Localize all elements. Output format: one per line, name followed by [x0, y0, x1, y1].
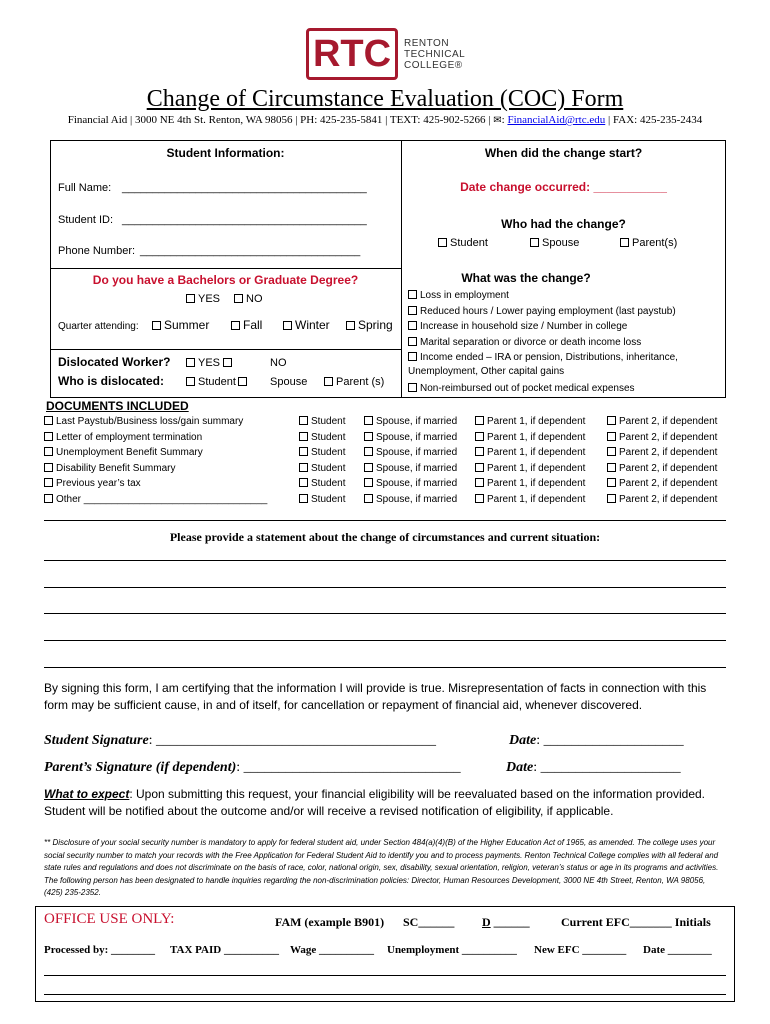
doc-student-checkbox[interactable] [299, 463, 308, 472]
office-efc[interactable]: Current EFC_______ Initials [561, 915, 711, 929]
who-parent-checkbox[interactable] [324, 377, 333, 386]
logo-line-2: TECHNICAL [404, 49, 466, 60]
change-item-checkbox[interactable] [408, 337, 417, 346]
doc-parent1-checkbox[interactable] [475, 416, 484, 425]
doc-student-checkbox[interactable] [299, 416, 308, 425]
doc-parent1-label: Parent 1, if dependent [487, 478, 586, 490]
fall-label: Fall [243, 318, 263, 332]
doc-student-label: Student [311, 416, 346, 427]
full-name-field[interactable]: ________________________________________ [122, 182, 367, 194]
parent-signature[interactable] [44, 760, 461, 776]
doc-parent1[interactable] [475, 463, 585, 474]
change-item-label: Reduced hours / Lower paying employment (last paystub) [420, 306, 676, 317]
what-to-expect-text: : Upon submitting this request, your financial eligibility will be reevaluated based on the information provided. Student will be notified about the outcome and/or will receive a revised notification of eligibility, if applicable. [44, 787, 705, 818]
student-date-label: Date [509, 733, 537, 748]
student-id-label: Student ID: [58, 214, 114, 226]
logo-line-1: RENTON [404, 38, 450, 49]
top-table-divider [401, 140, 402, 398]
form-title: Change of Circumstance Evaluation (COC) Form [146, 86, 624, 112]
office-note-line[interactable] [44, 975, 726, 976]
change-item-checkbox[interactable] [408, 383, 417, 392]
statement-prompt: Please provide a statement about the change of circumstances and current situation: [169, 530, 601, 544]
contact-suffix: | FAX: 425-235-2434 [605, 114, 703, 126]
doc-parent1[interactable] [475, 432, 585, 443]
doc-spouse[interactable] [364, 416, 457, 427]
doc-spouse-label: Spouse, if married [376, 416, 458, 427]
student-info-heading: Student Information: [166, 146, 285, 160]
left-col-rule-2 [50, 349, 401, 350]
office-sc[interactable]: SC______ [403, 915, 455, 929]
doc-spouse[interactable] [364, 494, 457, 505]
doc-student-label: Student [311, 447, 346, 459]
doc-parent2-checkbox[interactable] [607, 463, 616, 472]
who-student-checkbox[interactable] [186, 377, 195, 386]
doc-student-checkbox[interactable] [299, 494, 308, 503]
change-item[interactable] [408, 352, 678, 363]
doc-spouse-checkbox[interactable] [364, 416, 373, 425]
who-parent-label: Parent (s) [336, 376, 385, 388]
doc-spouse[interactable] [364, 478, 457, 489]
doc-spouse[interactable] [364, 463, 457, 474]
office-date[interactable]: Date ________ [643, 944, 712, 956]
change-spouse-checkbox[interactable] [530, 238, 539, 247]
summer-label: Summer [164, 318, 210, 332]
office-fam: FAM (example B901) [275, 915, 385, 929]
doc-parent2-label: Parent 2, if dependent [619, 431, 718, 443]
doc-parent1-checkbox[interactable] [475, 494, 484, 503]
change-student-checkbox[interactable] [438, 238, 447, 247]
doc-checkbox[interactable] [44, 432, 53, 441]
quarter-summer[interactable] [152, 318, 209, 332]
office-tax-paid[interactable]: TAX PAID __________ [170, 944, 279, 956]
dislocated-no-label: NO [270, 357, 287, 369]
document-row [44, 447, 734, 462]
doc-parent2[interactable] [607, 416, 717, 427]
doc-parent2-label: Parent 2, if dependent [619, 478, 718, 490]
doc-parent1-checkbox[interactable] [475, 447, 484, 456]
doc-type[interactable] [44, 494, 267, 505]
who-parent[interactable] [324, 376, 384, 388]
doc-student-checkbox[interactable] [299, 432, 308, 441]
change-item-checkbox[interactable] [408, 306, 417, 315]
doc-student-label: Student [311, 462, 346, 474]
doc-parent1-label: Parent 1, if dependent [487, 431, 586, 443]
quarter-label: Quarter attending: [58, 321, 139, 332]
what-to-expect-label: What to expect [44, 787, 130, 801]
parent-signature-line[interactable]: : _______________________________ [236, 760, 461, 775]
spring-checkbox[interactable] [346, 321, 355, 330]
dislocated-label: Dislocated Worker? [58, 355, 171, 369]
document-row [44, 494, 734, 509]
change-student-label: Student [450, 237, 488, 249]
doc-spouse-label: Spouse, if married [376, 447, 458, 459]
doc-parent2-checkbox[interactable] [607, 478, 616, 487]
parent-signature-label: Parent’s Signature (if dependent) [44, 760, 237, 775]
student-signature[interactable] [44, 733, 436, 749]
doc-spouse[interactable] [364, 447, 457, 458]
change-item-label: Non-reimbursed out of pocket medical expenses [420, 383, 635, 394]
document-row [44, 432, 734, 447]
doc-student[interactable] [299, 478, 345, 489]
contact-text: Financial Aid | 3000 NE 4th St. Renton, WA 98056 | PH: 425-235-5841 | TEXT: 425-902-5266 | [67, 114, 494, 126]
doc-spouse-checkbox[interactable] [364, 447, 373, 456]
student-date[interactable] [509, 733, 684, 749]
doc-type[interactable] [44, 432, 202, 443]
statement-line[interactable] [44, 560, 726, 561]
document-row [44, 416, 734, 431]
doc-parent1[interactable] [475, 447, 585, 458]
email-icon: ✉ [493, 115, 502, 126]
doc-label: Letter of employment termination [56, 431, 203, 443]
spring-label: Spring [358, 318, 393, 332]
change-item-label: Increase in household size / Number in college [420, 321, 628, 332]
degree-no-label: NO [246, 293, 263, 305]
parent-date-line[interactable]: : ____________________ [533, 760, 681, 775]
change-item-label: Marital separation or divorce or death income loss [420, 337, 642, 348]
what-to-expect [44, 786, 729, 819]
change-item-checkbox[interactable] [408, 352, 417, 361]
student-id-field[interactable]: ________________________________________ [122, 214, 367, 226]
doc-parent2-label: Parent 2, if dependent [619, 494, 718, 505]
doc-student[interactable] [299, 447, 345, 458]
degree-question: Do you have a Bachelors or Graduate Degree? [92, 273, 359, 287]
doc-label: Unemployment Benefit Summary [56, 447, 203, 459]
doc-spouse-label: Spouse, if married [376, 478, 458, 490]
doc-student-checkbox[interactable] [299, 447, 308, 456]
documents-heading: DOCUMENTS INCLUDED [46, 399, 189, 413]
logo-letters: RTC [312, 33, 392, 75]
doc-parent2[interactable] [607, 447, 717, 458]
doc-checkbox[interactable] [44, 416, 53, 425]
logo-line-3: COLLEGE® [404, 60, 463, 71]
doc-spouse-checkbox[interactable] [364, 478, 373, 487]
doc-student-label: Student [311, 494, 346, 505]
degree-yes-checkbox[interactable] [186, 294, 195, 303]
who-student-label: Student [198, 376, 236, 388]
dislocated-yes-checkbox[interactable] [186, 358, 195, 367]
fall-checkbox[interactable] [231, 321, 240, 330]
doc-parent1-label: Parent 1, if dependent [487, 462, 586, 474]
office-processed[interactable]: Processed by: ________ [44, 944, 156, 956]
change-item-label: Loss in employment [420, 290, 509, 301]
doc-parent2-label: Parent 2, if dependent [619, 462, 718, 474]
winter-label: Winter [295, 318, 330, 332]
doc-parent1-checkbox[interactable] [475, 478, 484, 487]
doc-checkbox[interactable] [44, 478, 53, 487]
doc-student-checkbox[interactable] [299, 478, 308, 487]
doc-parent2-checkbox[interactable] [607, 416, 616, 425]
quarter-fall[interactable] [231, 318, 262, 332]
section-rule [44, 520, 726, 521]
office-d[interactable] [482, 915, 530, 930]
who-change-heading: Who had the change? [501, 217, 626, 231]
change-start-heading: When did the change start? [484, 146, 643, 160]
doc-parent1[interactable] [475, 416, 585, 427]
doc-label: Last Paystub/Business loss/gain summary [56, 416, 244, 427]
office-wage[interactable]: Wage __________ [290, 944, 375, 956]
doc-parent2[interactable] [607, 494, 717, 505]
statement-line[interactable] [44, 587, 726, 588]
doc-parent2[interactable] [607, 478, 717, 489]
contact-line: Financial Aid | 3000 NE 4th St. Renton, WA 98056 | PH: 425-235-5841 | TEXT: 425-902-5266 | ✉: FinancialAid@rtc.edu | FAX: 425-235-2434 [67, 114, 703, 126]
doc-parent2-label: Parent 2, if dependent [619, 416, 718, 427]
doc-spouse-label: Spouse, if married [376, 431, 458, 443]
who-spouse-checkbox[interactable] [238, 377, 247, 386]
doc-student-label: Student [311, 478, 346, 490]
office-new-efc[interactable]: New EFC ________ [534, 944, 627, 956]
winter-checkbox[interactable] [283, 321, 292, 330]
change-item[interactable] [408, 383, 635, 394]
change-parents-label: Parent(s) [632, 237, 678, 249]
doc-spouse-checkbox[interactable] [364, 463, 373, 472]
ssn-disclosure: ** Disclosure of your social security number is mandatory to apply for federal student aid, under Section 484(a)(4)(B) of the Higher Education Act of 1965, as amended. The college uses your social security number to match your records with the Free Application for Federal Student Aid to identify you and to process payments. Renton Technical College complies with all federal and state rules and regulations and does not discriminate on the basis of race, color, national origin, sex, disability, sexual orientation, religion, veteran’s status or age in its programs and activities. The following person has been designated to handle inquiries regarding the non-discrimination policies: Director, Human Resources Development, 3000 NE 4th Street, Renton, WA 98056, (425) 235-2352. [44, 838, 719, 897]
certification-text: By signing this form, I am certifying that the information I will provide is true. Misrepresentation of facts in connection with this form may be sufficient cause, in and of itself, for cancellation or repayment of financial aid, whenever discovered. [44, 681, 707, 712]
degree-yes[interactable] [186, 293, 220, 305]
doc-type[interactable] [44, 478, 141, 489]
quarter-winter[interactable] [283, 318, 330, 332]
doc-parent1[interactable] [475, 478, 585, 489]
change-parents-checkbox[interactable] [620, 238, 629, 247]
doc-type[interactable] [44, 463, 175, 474]
quarter-spring[interactable] [346, 318, 393, 332]
doc-parent2[interactable] [607, 463, 717, 474]
who-spouse-label: Spouse [270, 376, 308, 388]
doc-parent1[interactable] [475, 494, 585, 505]
doc-parent2-label: Parent 2, if dependent [619, 447, 718, 459]
office-d-label: D [482, 915, 491, 929]
change-item-label: Income ended – IRA or pension, Distributions, inheritance, [420, 352, 678, 363]
degree-yes-label: YES [198, 293, 221, 305]
doc-parent2[interactable] [607, 432, 717, 443]
change-item[interactable] [408, 321, 627, 332]
doc-student[interactable] [299, 463, 345, 474]
summer-checkbox[interactable] [152, 321, 161, 330]
doc-checkbox[interactable] [44, 447, 53, 456]
phone-field[interactable]: ____________________________________ [140, 245, 361, 257]
college-logo [306, 28, 464, 82]
degree-no[interactable] [234, 293, 263, 305]
office-d-line[interactable]: ______ [490, 915, 530, 929]
who-student[interactable] [186, 376, 250, 388]
student-signature-line[interactable]: : ________________________________________ [148, 733, 437, 748]
change-item[interactable] [408, 290, 509, 301]
change-spouse-label: Spouse [542, 237, 580, 249]
phone-label: Phone Number: [58, 245, 136, 257]
doc-label: Previous year’s tax [56, 478, 141, 490]
statement-line[interactable] [44, 667, 726, 668]
doc-type[interactable] [44, 447, 203, 458]
doc-checkbox[interactable] [44, 494, 53, 503]
doc-checkbox[interactable] [44, 463, 53, 472]
left-col-rule [50, 268, 401, 269]
doc-parent2-checkbox[interactable] [607, 447, 616, 456]
doc-parent2-checkbox[interactable] [607, 432, 616, 441]
office-unemployment[interactable]: Unemployment __________ [387, 944, 517, 956]
doc-type[interactable] [44, 416, 243, 427]
who-change-spouse[interactable] [530, 237, 579, 249]
change-item[interactable] [408, 337, 641, 348]
change-item-checkbox[interactable] [408, 321, 417, 330]
parent-date-label: Date [506, 760, 534, 775]
office-note-line[interactable] [44, 994, 726, 995]
who-change-student[interactable] [438, 237, 488, 249]
doc-student[interactable] [299, 416, 345, 427]
change-item-continued: Unemployment, Other capital gains [408, 366, 565, 377]
student-signature-label: Student Signature [44, 733, 149, 748]
doc-parent1-label: Parent 1, if dependent [487, 494, 586, 505]
doc-label: Other _________________________________ [56, 494, 268, 505]
document-row [44, 463, 734, 478]
document-row [44, 478, 734, 493]
doc-student[interactable] [299, 494, 345, 505]
logo-name [404, 38, 465, 71]
change-item-checkbox[interactable] [408, 290, 417, 299]
doc-label: Disability Benefit Summary [56, 462, 176, 474]
doc-parent1-checkbox[interactable] [475, 463, 484, 472]
doc-student-label: Student [311, 431, 346, 443]
office-use-heading: OFFICE USE ONLY: [44, 911, 175, 927]
doc-parent2-checkbox[interactable] [607, 494, 616, 503]
who-dislocated-label: Who is dislocated: [58, 374, 165, 388]
dislocated-no-checkbox[interactable] [223, 358, 232, 367]
student-date-line[interactable]: : ____________________ [536, 733, 684, 748]
doc-student[interactable] [299, 432, 345, 443]
dislocated-yes[interactable] [186, 357, 235, 369]
doc-parent1-label: Parent 1, if dependent [487, 416, 586, 427]
what-change-heading: What was the change? [461, 271, 591, 285]
doc-spouse[interactable] [364, 432, 457, 443]
who-change-parents[interactable] [620, 237, 677, 249]
statement-line[interactable] [44, 613, 726, 614]
parent-date[interactable] [506, 760, 681, 776]
doc-parent1-checkbox[interactable] [475, 432, 484, 441]
change-item[interactable] [408, 306, 676, 317]
statement-line[interactable] [44, 640, 726, 641]
date-change-field[interactable]: Date change occurred: ___________ [460, 180, 667, 194]
doc-spouse-label: Spouse, if married [376, 462, 458, 474]
doc-spouse-checkbox[interactable] [364, 432, 373, 441]
email-link[interactable]: FinancialAid@rtc.edu [507, 114, 606, 126]
doc-spouse-label: Spouse, if married [376, 494, 458, 505]
full-name-label: Full Name: [58, 182, 112, 194]
dislocated-yes-label: YES [198, 357, 221, 369]
doc-spouse-checkbox[interactable] [364, 494, 373, 503]
doc-parent1-label: Parent 1, if dependent [487, 447, 586, 459]
degree-no-checkbox[interactable] [234, 294, 243, 303]
